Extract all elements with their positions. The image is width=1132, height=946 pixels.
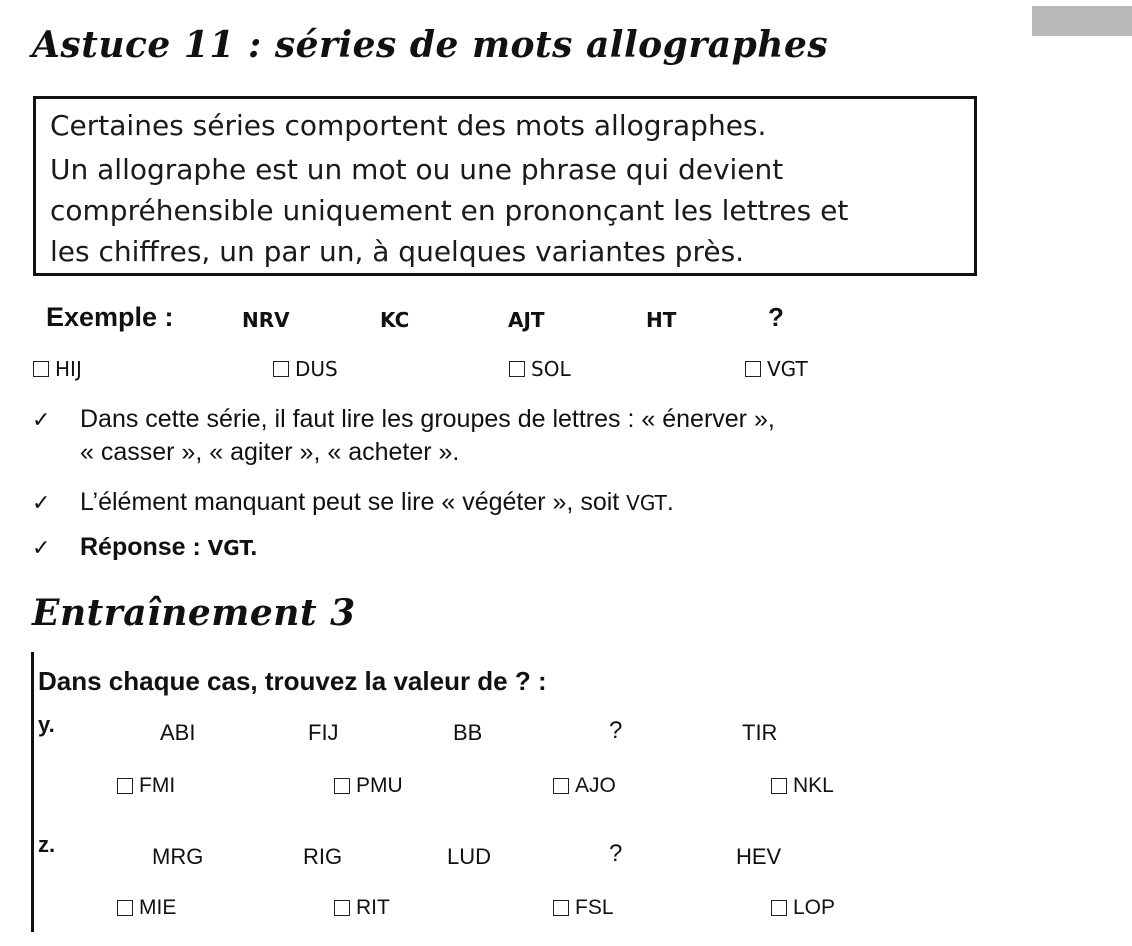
exercise-instruction: Dans chaque cas, trouvez la valeur de ? : xyxy=(38,666,547,696)
exercise-margin-bar xyxy=(31,652,34,932)
checkbox-icon[interactable] xyxy=(771,900,787,916)
question-missing-item: ? xyxy=(609,840,623,867)
checkbox-icon[interactable] xyxy=(553,900,569,916)
example-option[interactable]: HIJ xyxy=(33,357,82,381)
checkbox-icon[interactable] xyxy=(509,361,525,377)
example-item: AJT xyxy=(508,308,545,332)
answer-option[interactable]: FMI xyxy=(117,774,175,798)
definition-line: compréhensible uniquement en prononçant les lettres et xyxy=(50,194,849,227)
question-missing-item: ? xyxy=(609,717,623,744)
checkbox-icon[interactable] xyxy=(33,361,49,377)
check-icon: ✓ xyxy=(32,408,51,433)
definition-line: Un allographe est un mot ou une phrase qui devient xyxy=(50,153,784,186)
definition-line: les chiffres, un par un, à quelques variantes près. xyxy=(50,235,745,268)
example-label: Exemple : xyxy=(46,302,174,332)
page-title: Astuce 11 : séries de mots allographes xyxy=(32,24,829,66)
answer-option[interactable]: FSL xyxy=(553,896,614,920)
example-item: KC xyxy=(380,308,410,332)
checkbox-icon[interactable] xyxy=(334,778,350,794)
question-item: RIG xyxy=(303,844,343,869)
example-item: HT xyxy=(646,308,677,332)
example-option[interactable]: VGT xyxy=(745,357,808,381)
answer-option[interactable]: LOP xyxy=(771,896,835,920)
check-icon: ✓ xyxy=(32,536,51,561)
example-option[interactable]: SOL xyxy=(509,357,571,381)
answer-option[interactable]: AJO xyxy=(553,774,616,798)
definition-box xyxy=(33,96,977,276)
example-item: NRV xyxy=(242,308,290,332)
example-option[interactable]: DUS xyxy=(273,357,338,381)
checkbox-icon[interactable] xyxy=(771,778,787,794)
explanation-line: Dans cette série, il faut lire les groupes de lettres : « énerver », xyxy=(80,405,775,433)
question-item: ABI xyxy=(160,720,196,745)
answer-line: Réponse : VGT. xyxy=(80,533,258,561)
page-corner-tab xyxy=(1032,6,1132,36)
section-title: Entraînement 3 xyxy=(32,592,356,634)
question-item: TIR xyxy=(742,720,778,745)
explanation-line: L’élément manquant peut se lire « végéter », soit VGT. xyxy=(80,488,674,516)
question-item: FIJ xyxy=(308,720,339,745)
answer-option[interactable]: MIE xyxy=(117,896,176,920)
definition-line: Certaines séries comportent des mots allographes. xyxy=(50,109,767,142)
answer-option[interactable]: NKL xyxy=(771,774,834,798)
question-item: LUD xyxy=(447,844,492,869)
question-item: HEV xyxy=(736,844,782,869)
checkbox-icon[interactable] xyxy=(273,361,289,377)
question-item: MRG xyxy=(152,844,204,869)
question-letter: z. xyxy=(38,832,56,857)
checkbox-icon[interactable] xyxy=(745,361,761,377)
checkbox-icon[interactable] xyxy=(553,778,569,794)
answer-option[interactable]: PMU xyxy=(334,774,403,798)
checkbox-icon[interactable] xyxy=(117,900,133,916)
example-missing-item: ? xyxy=(768,302,784,332)
checkbox-icon[interactable] xyxy=(117,778,133,794)
answer-option[interactable]: RIT xyxy=(334,896,390,920)
question-item: BB xyxy=(453,720,483,745)
explanation-line: « casser », « agiter », « acheter ». xyxy=(80,438,460,466)
check-icon: ✓ xyxy=(32,491,51,516)
question-letter: y. xyxy=(38,712,55,737)
checkbox-icon[interactable] xyxy=(334,900,350,916)
